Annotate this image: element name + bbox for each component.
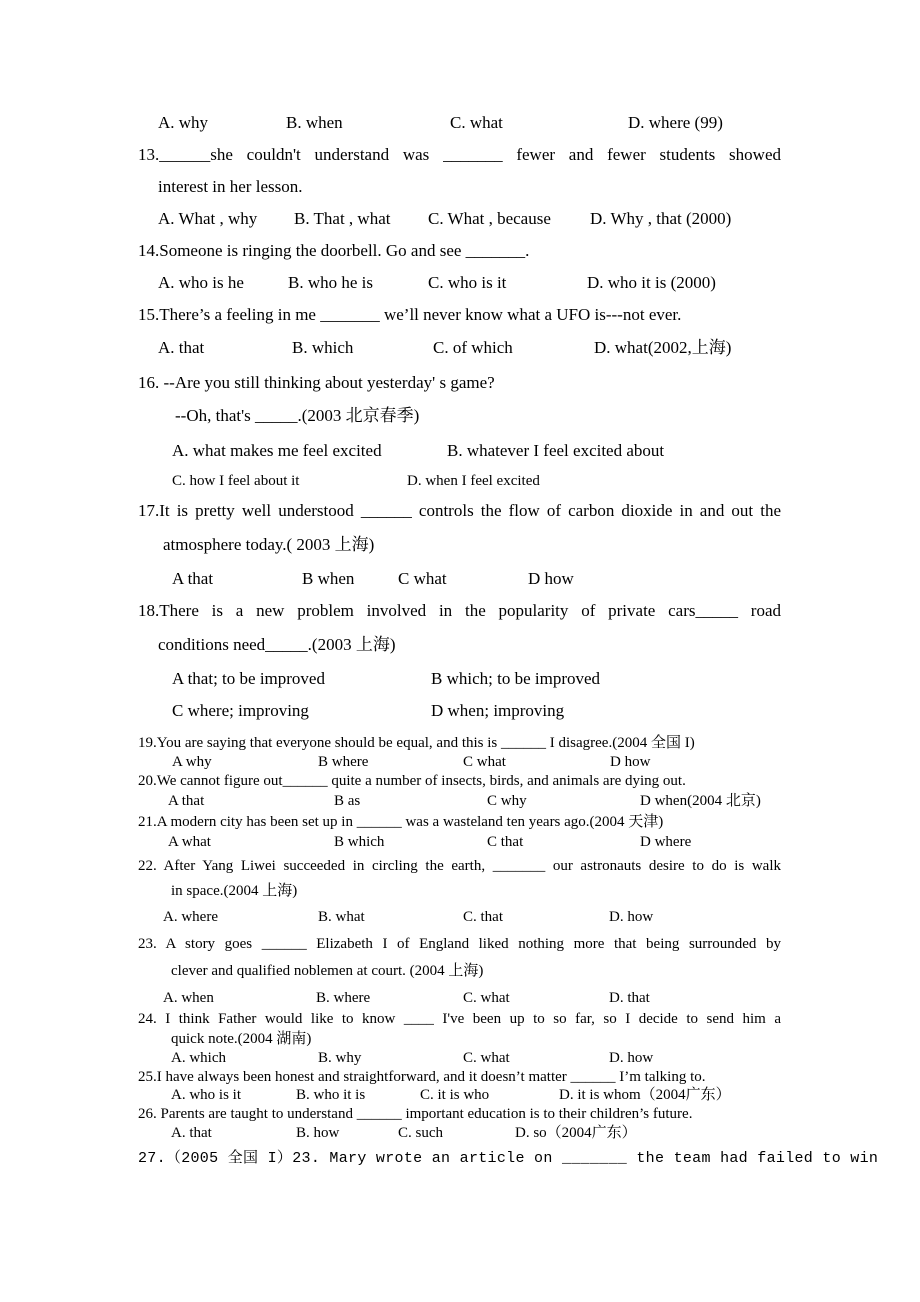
question-stem: 15.There’s a feeling in me _______ we’ll never know what a UFO is---not ever. xyxy=(138,305,682,324)
question-stem: 17.It is pretty well understood ______ controls the flow of carbon dioxide in and out the xyxy=(138,501,781,520)
option: B. who he is xyxy=(288,273,373,292)
question-stem: clever and qualified noblemen at court. (2004 上海) xyxy=(171,963,484,979)
option: C. of which xyxy=(433,338,513,357)
option: C. What , because xyxy=(428,209,551,228)
option: B. which xyxy=(292,338,354,357)
question-stem: 13.______she couldn't understand was _______ fewer and fewer students showed xyxy=(138,145,781,164)
option: C what xyxy=(463,754,506,770)
question-stem: 14.Someone is ringing the doorbell. Go and see _______. xyxy=(138,241,530,260)
option: C. who is it xyxy=(428,273,507,292)
option: A. why xyxy=(158,113,209,132)
option: A. What , why xyxy=(158,209,258,228)
question-stem: 21.A modern city has been set up in ______ was a wasteland ten years ago.(2004 天津) xyxy=(138,814,664,830)
option: C that xyxy=(487,834,524,850)
option: D. how xyxy=(609,909,654,925)
option: B when xyxy=(302,569,355,588)
question-stem: 27.（2005 全国 I）23. Mary wrote an article on _______ the team had failed to win xyxy=(138,1150,879,1167)
option: B. why xyxy=(318,1050,362,1066)
option: A. that xyxy=(171,1125,212,1141)
option: C. what xyxy=(450,113,503,132)
option: A. who is it xyxy=(171,1087,242,1103)
option: A why xyxy=(172,754,212,770)
option: D. it is whom（2004广东） xyxy=(559,1087,731,1103)
option: D. when I feel excited xyxy=(407,473,540,489)
question-stem: conditions need_____.(2003 上海) xyxy=(158,635,396,654)
question-stem: --Oh, that's _____.(2003 北京春季) xyxy=(175,406,420,425)
option: C. how I feel about it xyxy=(172,473,300,489)
option: D where xyxy=(640,834,692,850)
option: A. which xyxy=(171,1050,226,1066)
option: D when; improving xyxy=(431,701,565,720)
option: D. what(2002,上海) xyxy=(594,338,732,357)
option: D how xyxy=(528,569,574,588)
option: B. when xyxy=(286,113,343,132)
question-stem: 18.There is a new problem involved in the popularity of private cars_____ road xyxy=(138,601,781,620)
option: B as xyxy=(334,793,361,809)
option: C what xyxy=(398,569,447,588)
option: B where xyxy=(318,754,369,770)
question-stem: quick note.(2004 湖南) xyxy=(171,1031,312,1047)
option: D. so（2004广东） xyxy=(515,1125,637,1141)
option: A. what makes me feel excited xyxy=(172,441,382,460)
option: D. where (99) xyxy=(628,113,723,132)
option: B. how xyxy=(296,1125,340,1141)
option: A that; to be improved xyxy=(172,669,325,688)
question-stem: 25.I have always been honest and straightforward, and it doesn’t matter ______ I’m talking to. xyxy=(138,1069,706,1085)
option: B which xyxy=(334,834,385,850)
option: C. it is who xyxy=(420,1087,490,1103)
option: C. such xyxy=(398,1125,443,1141)
option: B. whatever I feel excited about xyxy=(447,441,665,460)
option: A what xyxy=(168,834,211,850)
option: B which; to be improved xyxy=(431,669,601,688)
option: B. who it is xyxy=(296,1087,366,1103)
option: D. that xyxy=(609,990,650,1006)
option: B. That , what xyxy=(294,209,391,228)
option: C. that xyxy=(463,909,503,925)
option: C. what xyxy=(463,990,510,1006)
option: D. who it is (2000) xyxy=(587,273,716,292)
option: D when(2004 北京) xyxy=(640,793,761,809)
question-stem: in space.(2004 上海) xyxy=(171,883,298,899)
option: D how xyxy=(610,754,651,770)
option: A. when xyxy=(163,990,214,1006)
option: C where; improving xyxy=(172,701,309,720)
option: A. who is he xyxy=(158,273,244,292)
option: B. what xyxy=(318,909,365,925)
option: C. what xyxy=(463,1050,510,1066)
option: A that xyxy=(168,793,205,809)
question-stem: 16. --Are you still thinking about yesterday' s game? xyxy=(138,373,495,392)
question-stem: interest in her lesson. xyxy=(158,177,303,196)
question-stem: 19.You are saying that everyone should be equal, and this is ______ I disagree.(2004 全国 I) xyxy=(138,735,695,751)
option: A. that xyxy=(158,338,205,357)
question-stem: 20.We cannot figure out______ quite a number of insects, birds, and animals are dying out. xyxy=(138,773,686,789)
question-stem: 24. I think Father would like to know ____ I've been up to so far, so I decide to send him a xyxy=(138,1011,781,1027)
question-stem: atmosphere today.( 2003 上海) xyxy=(163,535,375,554)
option: D. how xyxy=(609,1050,654,1066)
question-stem: 26. Parents are taught to understand ______ important education is to their children’s future. xyxy=(138,1106,693,1122)
question-stem: 23. A story goes ______ Elizabeth I of England liked nothing more that being surrounded by xyxy=(138,936,781,952)
option: A. where xyxy=(163,909,218,925)
option: C why xyxy=(487,793,527,809)
option: A that xyxy=(172,569,214,588)
question-stem: 22. After Yang Liwei succeeded in circling the earth, _______ our astronauts desire to do is walk xyxy=(138,858,781,874)
option: D. Why , that (2000) xyxy=(590,209,732,228)
option: B. where xyxy=(316,990,371,1006)
